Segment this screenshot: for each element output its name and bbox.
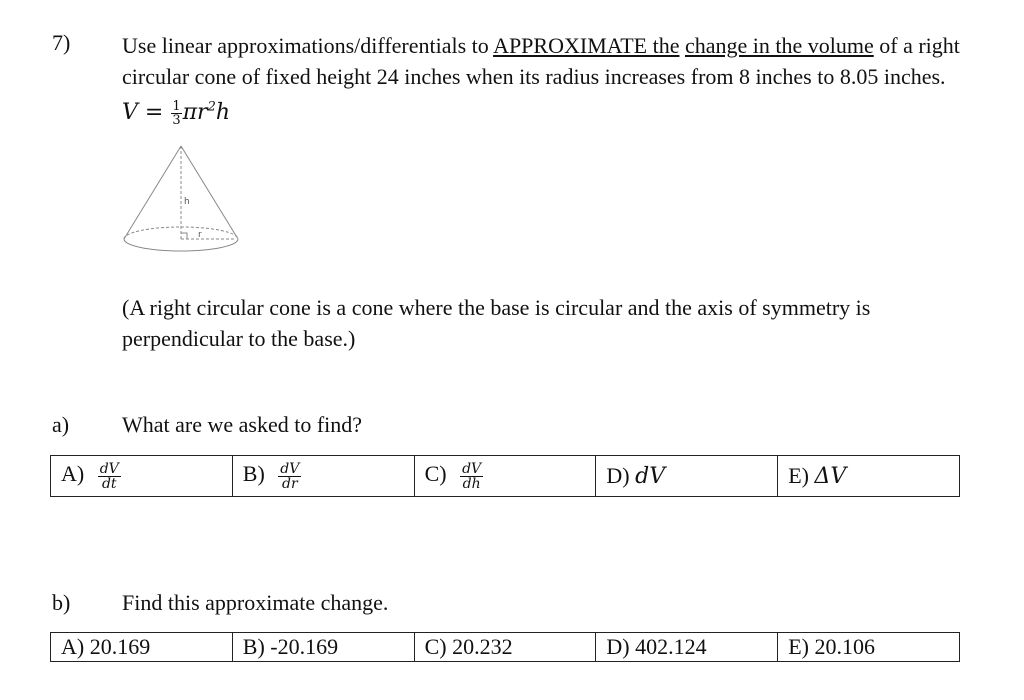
frac-denominator: dr [282,475,298,492]
choice-fraction [460,462,483,491]
stem-text-3: of a right circular cone of fixed height 24 inches when its radius increases from 8 inches to 8.05 inches. [122,33,960,89]
cone-right-edge [181,146,238,239]
question-stem [122,30,982,128]
choice-letter: D) [606,463,630,488]
choice-a[interactable] [51,456,233,497]
formula-frac-num: 1 [172,98,181,114]
cone-left-edge [124,146,181,239]
part-b-choices [50,632,960,662]
formula-fraction [171,100,181,127]
choice-d[interactable] [596,456,778,497]
choice-expr: ΔV [814,464,847,489]
question-number: 7) [52,30,71,55]
choice-letter: A) [61,634,85,659]
stem-text-1: Use linear approximations/differentials to [122,33,494,58]
volume-formula [122,98,231,128]
frac-numerator: dV [99,460,119,477]
choice-letter: E) [788,463,809,488]
choice-b[interactable] [232,633,414,662]
cone-radius-label: r [198,230,202,240]
frac-numerator: dV [462,460,482,477]
choice-d[interactable] [596,633,778,662]
choice-value: 20.106 [814,634,875,659]
formula-exponent: 2 [207,100,216,115]
frac-denominator: dt [101,475,117,492]
formula-frac-den: 3 [172,112,181,128]
choice-expr: dV [635,464,666,489]
formula-pi-r: πr [182,100,208,126]
stem-underlined-change: change in the volume [684,33,874,58]
choice-e[interactable] [778,456,960,497]
choice-fraction [98,462,121,491]
part-b-label: b) [52,590,71,615]
choice-letter: C) [424,461,447,487]
choice-c[interactable] [414,633,596,662]
formula-lhs: V = [122,100,171,126]
cone-right-angle [181,233,187,239]
part-a-prompt: What are we asked to find? [122,412,363,437]
frac-denominator: dh [462,475,481,492]
choice-value: 402.124 [635,634,707,659]
frac-numerator: dV [280,460,300,477]
choice-letter: D) [606,634,630,659]
stem-underlined-approximate: APPROXIMATE the [493,33,680,58]
choice-c[interactable] [414,456,596,497]
choice-letter: B) [242,461,265,487]
part-a-choices [50,455,960,497]
choice-a[interactable] [51,633,233,662]
choice-letter: A) [61,461,85,487]
choice-value: 20.169 [89,634,151,659]
choice-e[interactable] [778,633,960,662]
choice-b[interactable] [232,456,414,497]
cone-definition-note: (A right circular cone is a cone where the base is circular and the axis of symmetry is perpendicular to the base.) [122,295,871,351]
choice-letter: B) [242,634,265,659]
formula-h: h [215,100,231,126]
choice-fraction [278,462,301,491]
cone-height-label: h [184,197,190,207]
part-b-prompt: Find this approximate change. [122,590,389,615]
choice-value: 20.232 [452,634,513,659]
choice-letter: E) [788,634,809,659]
choice-letter: C) [424,634,447,659]
part-a-label: a) [52,412,70,437]
choice-value: -20.169 [270,634,339,659]
cone-figure [118,142,248,267]
